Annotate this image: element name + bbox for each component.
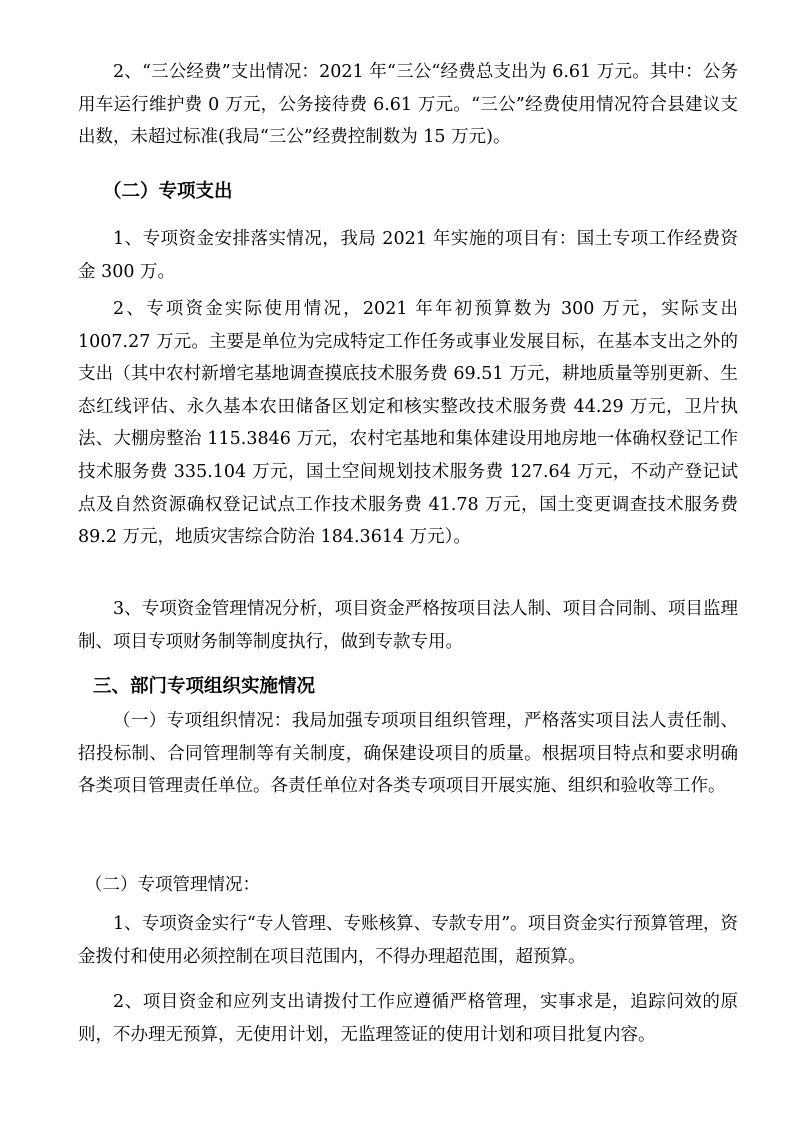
heading-special-expenditure: （二）专项支出 (103, 181, 233, 202)
paragraph-funds-dedicated-management: 1、专项资金实行“专人管理、专账核算、专款专用”。项目资金实行预算管理，资金拨付和使用必须控制在项目范围内，不得办理超范围，超预算。 (78, 914, 738, 967)
paragraph-special-funds-management: 3、专项资金管理情况分析，项目资金严格按项目法人制、项目合同制、项目监理制、项目专项财务制等制度执行，做到专款专用。 (78, 599, 738, 652)
heading-project-management: （二）专项管理情况： (85, 875, 260, 895)
paragraph-special-funds-usage: 2、专项资金实际使用情况，2021 年年初预算数为 300 万元，实际支出 1007.27 万元。主要是单位为完成特定工作任务或事业发展目标，在基本支出之外的支出（其中农村新增宅基地调查摸底技术服务费 69.51 万元，耕地质量等别更新、生态红线评估、永久基本农田储备区划定和核实整改技术服务费 44.29 万元，卫片执法、大棚房整治 115.3846 万元，农村宅基地和集体建设用地房地一体确权登记工作技术服务费 335.104 万元，国土空间规划技术服务费 127.64 万元，不动产登记试点及自然资源确权登记试点工作技术服务费 41.78 万元，国土变更调查技术服务费 89.2 万元，地质灾害综合防治 184.3614 万元）。 (78, 299, 738, 548)
paragraph-three-public-expenses: 2、“三公经费”支出情况：2021 年“三公“经费总支出为 6.61 万元。其中：公务用车运行维护费 0 万元，公务接待费 6.61 万元。“三公”经费使用情况符合县建议支出数，未超过标准(我局“三公”经费控制数为 15 万元)。 (78, 62, 738, 148)
paragraph-special-funds-arrangement: 1、专项资金安排落实情况，我局 2021 年实施的项目有：国土专项工作经费资金 300 万。 (78, 229, 738, 282)
paragraph-project-organization: （一）专项组织情况：我局加强专项项目组织管理，严格落实项目法人责任制、招投标制、合同管理制等有关制度，确保建设项目的质量。根据项目特点和要求明确各类项目管理责任单位。各责任单位对各类专项项目开展实施、组织和验收等工作。 (78, 711, 738, 797)
paragraph-funds-disbursement-principles: 2、项目资金和应列支出请拨付工作应遵循严格管理，实事求是，追踪问效的原则，不办理无预算，无使用计划，无监理签证的使用计划和项目批复内容。 (78, 992, 738, 1045)
heading-section-three: 三、部门专项组织实施情况 (93, 676, 316, 697)
